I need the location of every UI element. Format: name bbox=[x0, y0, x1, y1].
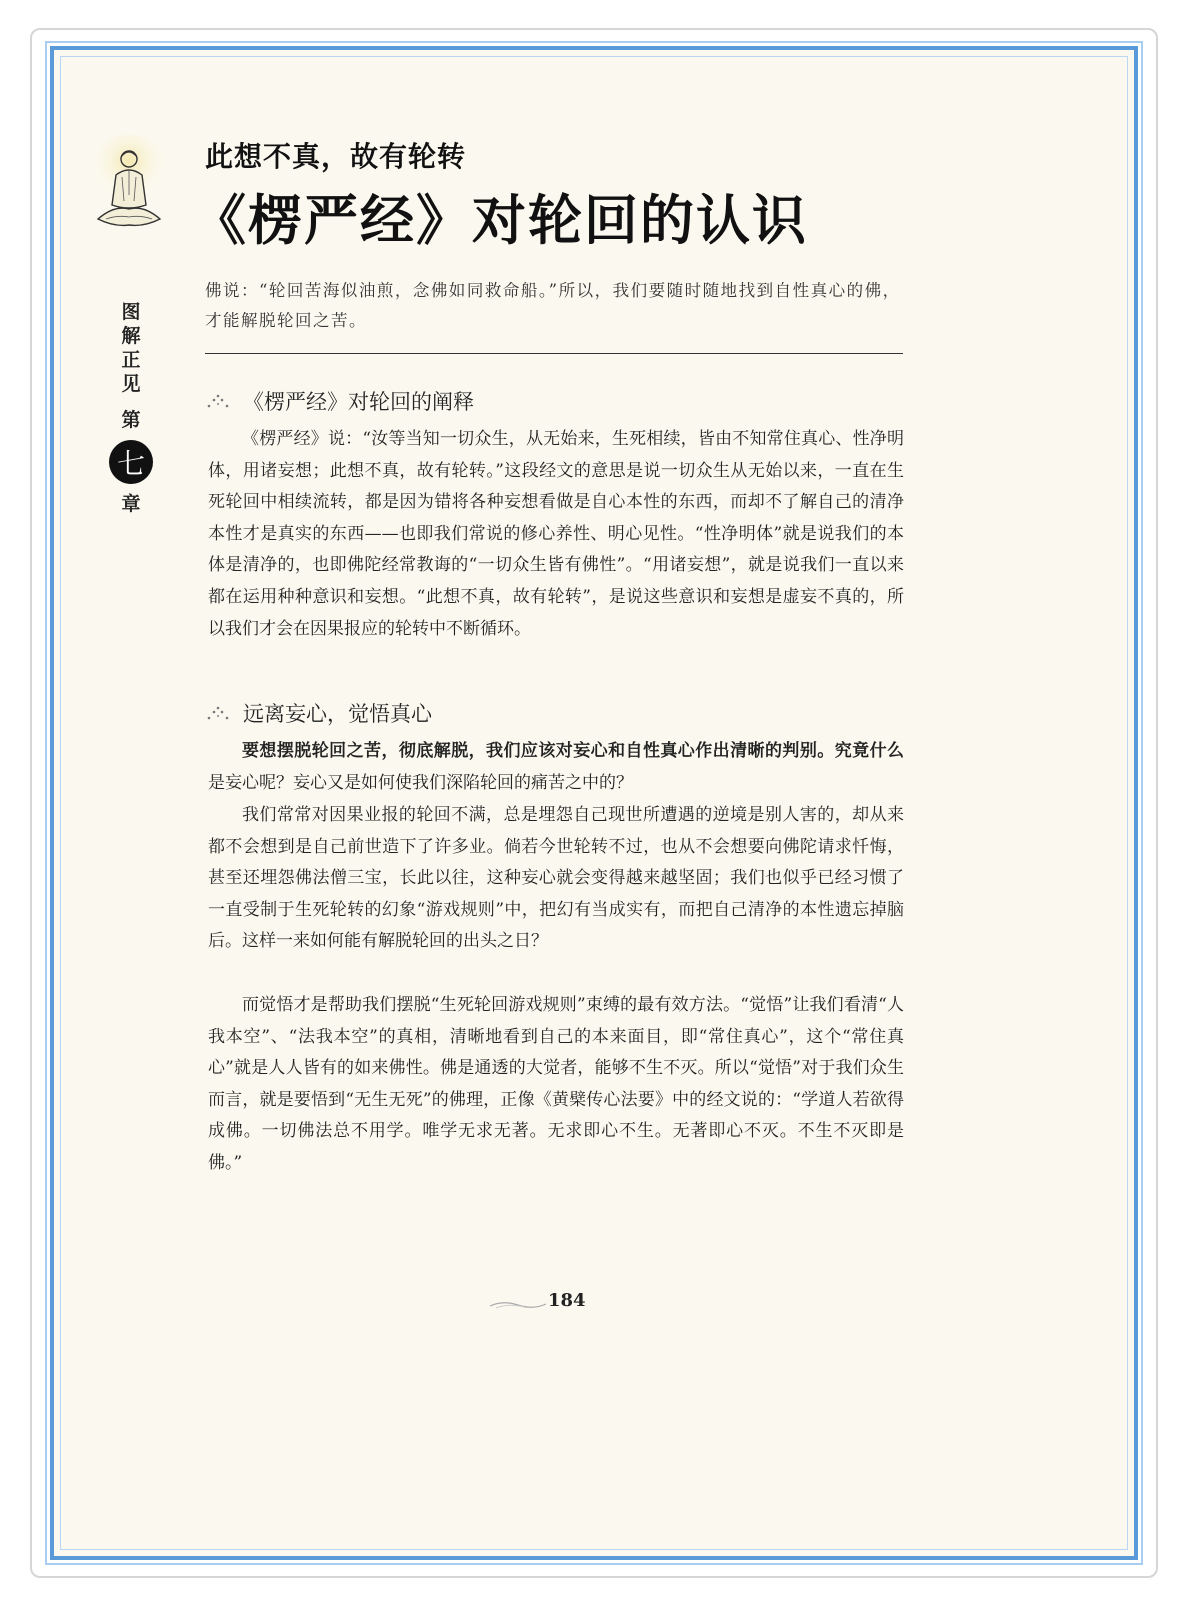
paragraph: 而觉悟才是帮助我们摆脱“生死轮回游戏规则”束缚的最有效方法。“觉悟”让我们看清“人我本空”、“法我本空”的真相，清晰地看到自己的本来面目，即“常住真心”，这个“常住真心”就是人人皆有的如来佛性。佛是通透的大觉者，能够不生不灭。所以“觉悟”对于我们众生而言，就是要悟到“无生无死”的佛理，正像《黄檗传心法要》中的经文说的：“学道人若欲得成佛。一切佛法总不用学。唯学无求无著。无求即心不生。无著即心不灭。不生不灭即是佛。” bbox=[208, 995, 904, 1173]
page-number-ornament bbox=[488, 1298, 548, 1312]
side-nav-char: 图 bbox=[121, 301, 141, 323]
section-heading-2 bbox=[205, 698, 432, 728]
paragraph: 我们常常对因果业报的轮回不满，总是埋怨自己现世所遭遇的逆境是别人害的，却从来都不会想到是自己前世造下了许多业。倘若今世轮转不过，也从不会想要向佛陀请求忏悔，甚至还埋怨佛法僧三宝，长此以往，这种妄心就会变得越来越坚固；我们也似乎已经习惯了一直受制于生死轮转的幻象“游戏规则”中，把幻有当成实有，而把自己清净的本性遗忘掉脑后。这样一来如何能有解脱轮回的出头之日？ bbox=[208, 805, 904, 952]
page-title: 《楞严经》对轮回的认识 bbox=[192, 188, 808, 252]
divider bbox=[205, 353, 903, 354]
side-nav-char: 正 bbox=[121, 349, 141, 371]
paragraph: 要想摆脱轮回之苦，彻底解脱，我们应该对妄心和自性真心作出清晰的判别。究竟什么是妄心呢？妄心又是如何使我们深陷轮回的痛苦之中的？ bbox=[208, 741, 904, 793]
section-heading-text: 《楞严经》对轮回的阐释 bbox=[243, 390, 474, 414]
section-subtitle: 此想不真，故有轮转 bbox=[205, 140, 467, 173]
chapter-number-badge: 七 bbox=[109, 440, 153, 484]
side-nav-char: 见 bbox=[121, 373, 141, 395]
chapter-side-nav bbox=[106, 300, 156, 516]
meditating-monk-illustration bbox=[84, 135, 174, 235]
side-nav-zhang: 章 bbox=[121, 493, 141, 515]
section-heading-1 bbox=[205, 386, 474, 416]
ornament-icon bbox=[205, 704, 231, 722]
intro-quote: 佛说：“轮回苦海似油煎，念佛如同救命船。”所以，我们要随时随地找到自性真心的佛，才能解脱轮回之苦。 bbox=[205, 281, 901, 330]
section-heading-text: 远离妄心，觉悟真心 bbox=[243, 702, 432, 726]
page-number: 184 bbox=[548, 1290, 586, 1311]
side-nav-char: 解 bbox=[121, 325, 141, 347]
paragraph: 《楞严经》说：“汝等当知一切众生，从无始来，生死相续，皆由不知常住真心、性净明体，用诸妄想；此想不真，故有轮转。”这段经文的意思是说一切众生从无始以来，一直在生死轮回中相续流转，都是因为错将各种妄想看做是自心本性的东西，而却不了解自己的清净本性才是真实的东西——也即我们常说的修心养性、明心见性。“性净明体”就是说我们的本体是清净的，也即佛陀经常教诲的“一切众生皆有佛性”。“用诸妄想”，就是说我们一直以来都在运用种种意识和妄想。“此想不真，故有轮转”，是说这些意识和妄想是虚妄不真的，所以我们才会在因果报应的轮转中不断循环。 bbox=[208, 429, 904, 639]
ornament-icon bbox=[205, 392, 231, 410]
side-nav-di: 第 bbox=[121, 409, 141, 431]
